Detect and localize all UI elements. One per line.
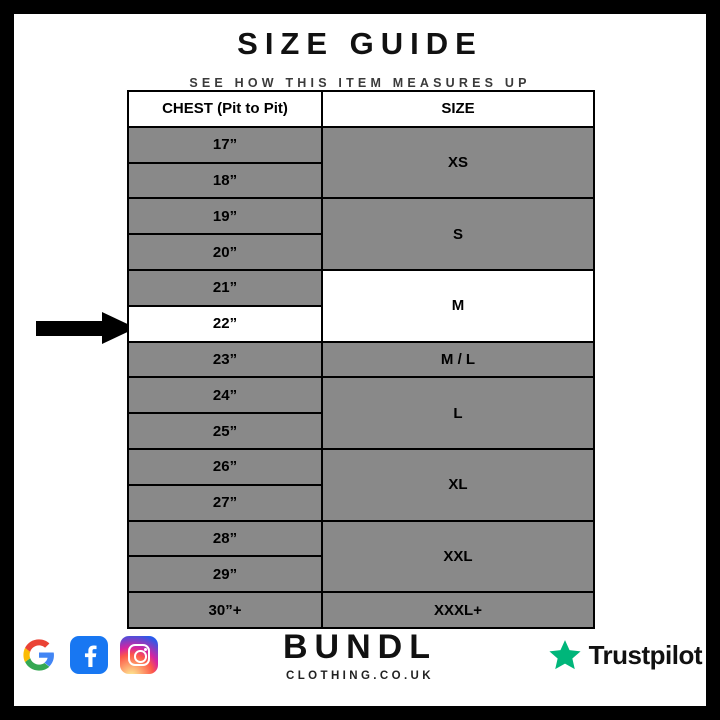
page-title: SIZE GUIDE: [237, 26, 483, 61]
chest-cell: 25”: [128, 413, 322, 449]
chest-cell: 21”: [128, 270, 322, 306]
page-subtitle: SEE HOW THIS ITEM MEASURES UP: [189, 76, 531, 90]
star-icon: [548, 638, 582, 672]
table-header-row: [128, 91, 594, 127]
table-row: [128, 592, 594, 628]
trustpilot-label: Trustpilot: [588, 639, 702, 670]
table-row: [128, 449, 594, 485]
chest-cell: 19”: [128, 198, 322, 234]
size-cell: XXL: [322, 521, 594, 593]
chest-cell: 23”: [128, 342, 322, 378]
size-cell-highlighted: M: [322, 270, 594, 342]
table-row: [128, 521, 594, 557]
brand-name: BUNDL: [283, 628, 437, 666]
size-table-wrapper: [127, 90, 593, 629]
arrow-shaft: [36, 321, 106, 336]
content-panel: [14, 14, 706, 706]
chest-cell: 30”+: [128, 592, 322, 628]
chest-cell: 24”: [128, 377, 322, 413]
chest-cell: 17”: [128, 127, 322, 163]
size-cell: L: [322, 377, 594, 449]
size-cell: M / L: [322, 342, 594, 378]
chest-cell: 28”: [128, 521, 322, 557]
arrow-right-icon: [36, 312, 141, 342]
chest-cell: 20”: [128, 234, 322, 270]
table-row: [128, 342, 594, 378]
chest-cell: 26”: [128, 449, 322, 485]
table-row: [128, 270, 594, 306]
size-table: [127, 90, 595, 629]
size-cell: XS: [322, 127, 594, 199]
column-header-chest: CHEST (Pit to Pit): [128, 91, 322, 127]
chest-cell: 18”: [128, 163, 322, 199]
size-cell: S: [322, 198, 594, 270]
table-row: [128, 377, 594, 413]
table-row: [128, 198, 594, 234]
chest-cell: 29”: [128, 556, 322, 592]
chest-cell-highlighted: 22”: [128, 306, 322, 342]
chest-cell: 27”: [128, 485, 322, 521]
column-header-size: SIZE: [322, 91, 594, 127]
table-row: [128, 127, 594, 163]
size-cell: XL: [322, 449, 594, 521]
trustpilot-badge[interactable]: [548, 638, 702, 672]
footer: [14, 624, 706, 696]
brand-domain: CLOTHING.CO.UK: [286, 670, 434, 682]
size-cell: XXXL+: [322, 592, 594, 628]
